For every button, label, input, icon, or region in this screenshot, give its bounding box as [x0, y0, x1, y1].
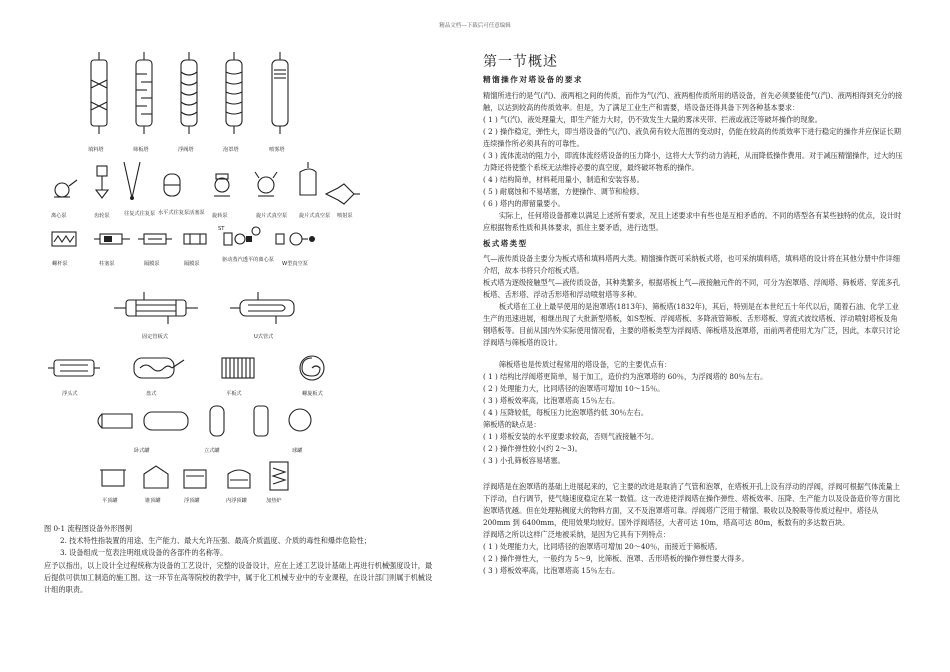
label-sieve-tower: 筛板塔	[133, 147, 149, 153]
right-column	[483, 52, 903, 577]
sieve-adv-2: ( 2 ) 处理能力大，比同塔径的泡罩塔可增加 10～15％。	[483, 384, 665, 393]
exchanger-coil	[134, 358, 184, 397]
pump-rotary	[212, 174, 230, 219]
pump-centrifugal	[51, 180, 77, 219]
sieve-dis-2: ( 2 ) 操作弹性较小(约 2～3)。	[483, 444, 582, 453]
pump-steam-turbine	[218, 226, 274, 263]
sieve-disadvantages: 筛板塔的缺点是：	[483, 420, 541, 429]
float-feat-3: ( 3 ) 塔板效率高，比泡罩塔高 15％左右。	[483, 566, 620, 575]
sieve-adv-3: ( 3 ) 塔板效率高，比泡罩塔高 15％左右。	[483, 396, 620, 405]
float-feat-1: ( 1 ) 处理能力大，比同塔径的泡罩塔可增加 20～40％，而接近于筛板塔。	[483, 542, 722, 551]
label-jet-pump: 喷射泵	[337, 213, 353, 219]
exchanger-floating-head	[48, 360, 100, 397]
label-packed-tower: 填料塔	[88, 147, 104, 153]
exchanger-u-tube	[230, 292, 294, 340]
label-horizontal-pump: 水平式往复泵活塞泵	[158, 210, 205, 216]
label-sphere: 球罐	[292, 448, 303, 454]
para-intro: 精馏所进行的是气(汽)、液两相之间的传质，而作为气(汽)、液两相传质所用的塔设备，首先必须要能使气(汽)、液两相得到充分的接触，以达到较高的传质效率。但是，为了满足工业生产和需要，塔设备还得具备下列各种基本要求：	[483, 91, 903, 112]
tower-spray	[269, 52, 288, 153]
sieve-dis-3: ( 3 ) 小孔筛板容易堵塞。	[483, 456, 565, 465]
tank-internal-float	[226, 470, 250, 504]
label-vertical-vessel: 立式罐	[204, 448, 220, 454]
req-3: ( 3 ) 流体流动的阻力小，即流体流经塔设备的压力降小，这将大大节约动力消耗，从而降低操作费用。对于减压精馏操作，过大的压力降还将使整个系统无法维持必要的真空度，最终破坏物系的操作。	[483, 151, 903, 172]
para-practical: 实际上，任何塔设备都难以满足上述所有要求，况且上述要求中有些也是互相矛盾的。不同的塔型各有某些独特的优点，设计时应根据物系性质和具体要求，抓住主要矛盾，进行选型。	[483, 211, 902, 232]
tower-bubble-cap	[223, 52, 242, 153]
pump-vortex	[184, 234, 206, 267]
label-u-tube: U式管式	[254, 334, 274, 340]
label-float-valve-tower: 浮阀塔	[178, 147, 194, 153]
vessel-horizontal	[98, 414, 150, 454]
left-text-line3: 3. 设备组成一览表注明组成设备的各部件的名称等。	[60, 548, 228, 557]
page-header: 精品文档---下载后可任意编辑	[439, 23, 511, 29]
pump-screw	[52, 232, 76, 267]
left-text-line2: 2. 技术特性指装置的用途、生产能力、最大允许压强、最高介质温度、介质的毒性和爆炸危险性；	[60, 536, 372, 545]
sieve-adv-4: ( 4 ) 压降较低，每板压力比泡罩塔约低 30％左右。	[483, 408, 649, 417]
tower-sieve	[133, 52, 152, 153]
pump-w-type	[276, 233, 315, 267]
req-6: ( 6 ) 塔内的滞留量要小。	[483, 199, 565, 208]
equipment-legend-drawing	[44, 50, 439, 520]
vessel-vertical	[204, 406, 224, 454]
label-steam-turbine-pump: 驱动蒸汽透平的离心泵	[222, 257, 274, 263]
left-text-paragraph: 应予以指出，以上设计全过程统称为设备的工艺设计，完整的设备设计，应在上述工艺设计基础上再进行机械强度设计，最后提供可供加工制造的施工图。这一环节在高等院校的教学中，属于化工机械专业中的专业课程，在设计部门则属于机械设计组的职责。	[44, 561, 433, 594]
label-spiral: 螺旋板式	[302, 391, 323, 397]
equipment-legend-figure	[44, 50, 439, 520]
vessel-vertical-2	[254, 406, 268, 436]
label-floating-roof: 浮顶罐	[184, 498, 200, 504]
tower-float-valve	[178, 52, 197, 153]
pump-vane	[299, 162, 330, 219]
tank-floating-roof	[184, 470, 206, 504]
req-1: ( 1 ) 气(汽)、液处理量大，即生产能力大时，仍不致发生大量的雾沫夹带、拦液或液泛等破坏操作的现象。	[483, 115, 822, 124]
label-horizontal-vessel: 卧式罐	[134, 448, 150, 454]
label-reciprocating-pump: 往复式往复泵	[124, 211, 156, 217]
label-st: ST	[218, 226, 225, 232]
label-heating-furnace: 加热炉	[266, 498, 282, 504]
label-vane-pump: 旋片式真空泵	[299, 213, 331, 219]
label-bubble-cap-tower: 泡罩塔	[223, 147, 239, 153]
sieve-adv-1: ( 1 ) 结构比浮阀塔更简单，易于加工，造价约为泡罩塔的 60％，为浮阀塔的 80％左右。	[483, 372, 768, 381]
label-fixed-tube-sheet: 固定管板式	[142, 334, 168, 340]
pump-plunger	[94, 234, 130, 267]
exchanger-plate	[222, 358, 254, 397]
label-plate: 平板式	[226, 391, 242, 397]
tower-packed	[88, 52, 107, 153]
label-vortex-pump: 隔膜泵	[184, 261, 200, 267]
vessel-sphere	[289, 409, 311, 454]
pump-diaphragm	[138, 234, 172, 267]
label-vacuum-pump: 旋片式真空泵	[256, 213, 288, 219]
para-history: 板式塔在工业上最早使用的是泡罩塔(1813年)、筛板塔(1832年)，其后，特别是在本世纪五十年代以后，随着石油、化学工业生产的迅速进展，相继出现了大批新型塔板，如S型板、浮阀塔板、多降液管筛板、舌形塔板、穿流式波纹塔板、浮动喷射塔板及角钢塔板等。目前从国内外实际使用情况看，主要的塔板类型为浮阀塔、筛板塔及泡罩塔，而前两者使用尤为广泛，因此，本章只讨论浮阀塔与筛板塔的设计。	[483, 302, 900, 347]
req-4: ( 4 ) 结构简单，材料耗用量小，制造和安装容易。	[483, 175, 644, 184]
label-spray-tower: 喷雾塔	[269, 147, 285, 153]
label-cone-roof: 锥顶罐	[145, 498, 161, 504]
section-subtitle: 精馏操作对塔设备的要求	[483, 75, 584, 84]
float-feat-2: ( 2 ) 操作弹性大，一般约为 5～9，比筛板、泡罩、舌形塔板的操作弹性要大得多。	[483, 554, 749, 563]
pump-reciprocating	[124, 162, 155, 217]
figure-caption: 图 0-1 流程图设备外形图例	[44, 524, 133, 533]
heating-furnace	[266, 462, 288, 504]
heading-plate-tower-types: 板式塔类型	[483, 239, 528, 248]
vessel-horizontal-2	[144, 412, 188, 430]
para-sieve-advantages: 筛板塔也是传质过程常用的塔设备，它的主要优点有：	[498, 360, 672, 369]
label-coil: 盘式	[146, 391, 157, 397]
para-gas-liquid: 气—液传质设备主要分为板式塔和填料塔两大类。精馏操作既可采纳板式塔，也可采纳填料塔，填料塔的设计将在其他分册中作详细介绍，故本书将只介绍板式塔。	[483, 254, 900, 275]
label-screw-pump: 螺杆泵	[52, 261, 68, 267]
para-plate-tower: 板式塔为逐级接触型气—液传质设备，其种类繁多，根据塔板上气—液接触元件的不同，可分为泡罩塔、浮阀塔、筛板塔、穿流多孔板塔、舌形塔、浮动舌形塔和浮动喷射塔等多种。	[483, 278, 900, 299]
section-title: 第一节概述	[483, 54, 558, 70]
label-plunger-pump: 柱塞泵	[99, 261, 115, 267]
label-floating-head: 浮头式	[62, 391, 78, 397]
pump-gear	[94, 166, 110, 219]
label-flat-roof: 平顶罐	[102, 498, 118, 504]
para-float-valve: 浮阀塔是在泡罩塔的基础上进展起来的，它主要的改进是取消了气管和泡罩，在塔板开孔上设有浮动的浮阀，浮阀可根据气体流量上下浮动，自行调节，使气缝速度稳定在某一数值。这一改进使浮阀塔在操作弹性、塔板效率、压降、生产能力以及设备造价等方面比泡罩塔优越。但在处理粘稠度大的物料方面，又不及泡罩塔可靠。浮阀塔广泛用于精馏、吸收以及脱吸等传质过程中。塔径从 200mm 到 6400mm，使用效果均较好。国外浮阀塔径，大者可达 10m，塔高可达 80m，板数有的多达数百块。	[483, 482, 900, 527]
tank-flat-roof	[100, 470, 126, 504]
pump-vacuum	[255, 172, 287, 219]
label-w-pump: W型真空泵	[282, 261, 308, 267]
pump-jet	[326, 184, 360, 219]
para-float-features: 浮阀塔之所以这样广泛地被采纳，是因为它具有下列特点：	[483, 530, 670, 539]
tank-cone-roof	[144, 466, 168, 504]
req-5: ( 5 ) 耐腐蚀和不易堵塞，方便操作、调节和检修。	[483, 187, 644, 196]
exchanger-spiral	[300, 356, 324, 397]
label-rotary-pump: 旋转泵	[212, 213, 228, 219]
req-2: ( 2 ) 操作稳定，弹性大，即当塔设备的气(汽)、液负荷有较大范围的变动时，仍能在较高的传质效率下进行稳定的操作并应保证长期连续操作所必须具有的可靠性。	[483, 127, 901, 148]
label-centrifugal-pump: 离心泵	[51, 213, 67, 219]
label-internal-float: 内浮顶罐	[226, 498, 247, 504]
exchanger-fixed-tube-sheet	[114, 292, 198, 340]
pump-horizontal	[158, 174, 205, 216]
label-diaphragm-pump: 隔膜泵	[144, 261, 160, 267]
label-gear-pump: 齿轮泵	[94, 213, 110, 219]
sieve-dis-1: ( 1 ) 塔板安装的水平度要求较高，否则气液接触不匀。	[483, 432, 659, 441]
